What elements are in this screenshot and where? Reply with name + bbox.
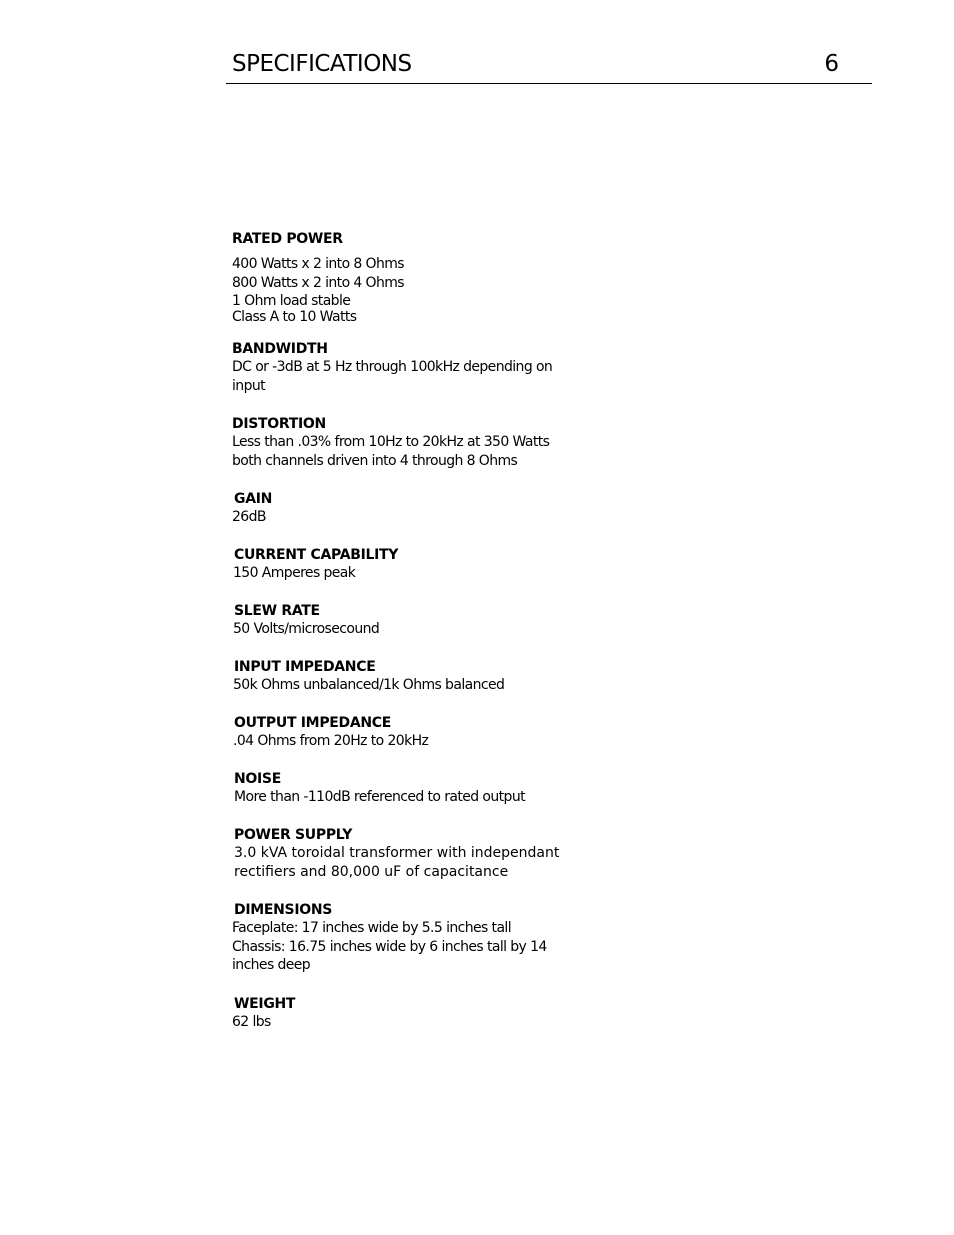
spec-bandwidth: [232, 340, 592, 395]
spec-gain: [234, 490, 594, 527]
section-title: DIMENSIONS: [234, 902, 333, 918]
spec-line: 50k Ohms unbalanced/1k Ohms balanced: [233, 677, 505, 693]
section-title: CURRENT CAPABILITY: [234, 547, 399, 563]
spec-line: 26dB: [232, 509, 266, 525]
section-title: BANDWIDTH: [232, 341, 328, 357]
spec-current-capability: [234, 546, 594, 583]
spec-line: rectifiers and 80,000 uF of capacitance: [234, 863, 509, 880]
section-title: GAIN: [234, 491, 273, 507]
spec-line: Chassis: 16.75 inches wide by 6 inches tall by 14: [232, 938, 547, 955]
spec-output-impedance: [234, 714, 594, 751]
spec-dimensions: [234, 901, 594, 975]
spec-noise: [234, 770, 594, 807]
section-title: WEIGHT: [234, 996, 296, 1012]
spec-rated-power: [232, 230, 592, 326]
page-number: 6: [824, 51, 839, 77]
spec-line: 62 lbs: [232, 1014, 271, 1030]
spec-power-supply: [234, 826, 594, 881]
spec-line: 3.0 kVA toroidal transformer with independant: [234, 845, 560, 861]
spec-line: Less than .03% from 10Hz to 20kHz at 350 Watts: [232, 434, 550, 450]
spec-line: 50 Volts/microsecound: [233, 621, 380, 637]
spec-line: inches deep: [232, 957, 311, 973]
spec-line: input: [232, 377, 266, 394]
spec-slew-rate: [234, 602, 594, 639]
section-title: INPUT IMPEDANCE: [234, 659, 376, 675]
spec-line: .04 Ohms from 20Hz to 20kHz: [233, 733, 429, 749]
spec-line: 400 Watts x 2 into 8 Ohms: [232, 256, 404, 272]
spec-input-impedance: [234, 658, 594, 695]
spec-line: 800 Watts x 2 into 4 Ohms: [232, 274, 404, 291]
page-title: SPECIFICATIONS: [232, 51, 412, 77]
section-title: RATED POWER: [232, 231, 343, 247]
section-title: SLEW RATE: [234, 603, 320, 619]
spec-line: Class A to 10 Watts: [232, 308, 357, 325]
spec-line: both channels driven into 4 through 8 Ohms: [232, 452, 518, 469]
section-title: OUTPUT IMPEDANCE: [234, 715, 392, 731]
section-title: DISTORTION: [232, 416, 326, 432]
section-title: POWER SUPPLY: [234, 827, 353, 843]
spec-line: 150 Amperes peak: [233, 565, 356, 581]
spec-distortion: [232, 415, 592, 470]
spec-weight: [234, 995, 594, 1032]
page-header: [226, 48, 872, 84]
section-title: NOISE: [234, 771, 281, 787]
spec-line: More than -110dB referenced to rated output: [234, 789, 525, 805]
spec-line: 1 Ohm load stable: [232, 293, 351, 309]
spec-line: DC or -3dB at 5 Hz through 100kHz depending on: [232, 359, 553, 375]
spec-line: Faceplate: 17 inches wide by 5.5 inches tall: [232, 920, 512, 936]
